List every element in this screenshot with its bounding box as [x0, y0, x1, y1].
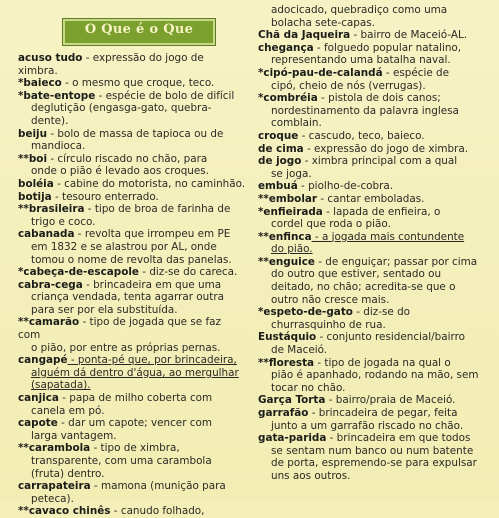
- glossary-entry: [18, 77, 246, 90]
- entry-term: *baieco: [18, 77, 62, 90]
- entry-definition: - cabine do motorista, no caminhão.: [53, 177, 246, 190]
- glossary-entry: [258, 432, 488, 482]
- entry-line: [18, 417, 246, 430]
- entry-line: [18, 153, 246, 166]
- entry-line: [18, 216, 246, 229]
- entry-line: [258, 382, 488, 395]
- entry-term: garrafão: [258, 407, 309, 419]
- entry-term: **enfinca: [258, 230, 312, 243]
- glossary-entry: [258, 357, 488, 395]
- entry-line: [18, 405, 246, 418]
- entry-definition: deglutição (engasga-gato, quebra-dente).: [31, 102, 212, 127]
- entry-term: **camarão: [18, 316, 80, 329]
- entry-line: [18, 77, 246, 90]
- entry-definition: em 1832 e se alastrou por AL, onde: [31, 240, 217, 253]
- entry-line: [18, 228, 246, 241]
- entry-definition: - mamona (munição para: [90, 480, 226, 493]
- entry-term: canjica: [18, 392, 59, 405]
- entry-definition: deitado, no chão; acredita-se que o: [271, 281, 456, 294]
- entry-term: **boi: [18, 152, 48, 165]
- entry-definition: - cascudo, teco, baieco.: [298, 129, 425, 142]
- entry-line: [258, 231, 488, 244]
- entry-definition: do pião.: [271, 243, 313, 256]
- glossary-entry: [18, 279, 246, 317]
- entry-line: [258, 105, 488, 118]
- entry-definition: - papa de milho coberta com: [58, 392, 213, 405]
- entry-line: [258, 29, 488, 42]
- glossary-entry: [18, 417, 246, 442]
- glossary-entry: [18, 178, 246, 191]
- entry-definition: - diz-se do: [352, 306, 411, 319]
- entry-term: chegança: [258, 41, 314, 54]
- entry-line: [18, 304, 246, 317]
- entry-definition: tomou o nome de revolta das panelas.: [31, 253, 232, 266]
- entry-line: [258, 256, 488, 269]
- entry-line: [258, 294, 488, 307]
- entry-term: *enfieirada: [258, 205, 323, 218]
- entry-term: capote: [18, 417, 58, 430]
- entry-line: [18, 379, 246, 392]
- entry-line: [258, 394, 488, 407]
- entry-term: *espeto-de-gato: [258, 306, 353, 319]
- entry-definition: tocar no chão.: [271, 381, 346, 394]
- glossary-entry: [18, 392, 246, 417]
- left-column: [18, 52, 246, 518]
- entry-definition: trigo e coco.: [31, 215, 96, 228]
- entry-line: [18, 316, 246, 341]
- entry-definition: se joga.: [271, 167, 312, 180]
- entry-definition: comblain.: [271, 117, 322, 130]
- entry-definition: - bairro/praia de Maceió.: [325, 394, 456, 407]
- glossary-entry: [18, 442, 246, 480]
- entry-term: cabanada: [18, 228, 75, 241]
- glossary-entry: [258, 4, 488, 29]
- entry-term: Chã da Jaqueira: [258, 29, 351, 42]
- entry-line: [258, 42, 488, 55]
- entry-term: de jogo: [258, 155, 302, 168]
- entry-definition: - diz-se do careca.: [138, 266, 238, 279]
- entry-definition: - espécie de: [382, 66, 450, 79]
- entry-definition: - piolho-de-cobra.: [297, 180, 394, 193]
- entry-definition: - conjunto residencial/bairro: [316, 331, 466, 344]
- entry-definition: - ximbra principal com a qual: [301, 155, 458, 168]
- entry-line: [258, 470, 488, 483]
- entry-line: [258, 319, 488, 332]
- entry-definition: - brincadeira de pegar, feita: [308, 407, 458, 419]
- entry-term: carrapateira: [18, 480, 91, 493]
- glossary-entry: [258, 180, 488, 193]
- entry-definition: (fruta) dentro.: [31, 467, 105, 480]
- entry-line: [18, 203, 246, 216]
- entry-line: [258, 344, 488, 357]
- entry-definition: cordel que roda o pião.: [271, 218, 391, 231]
- entry-definition: alguém dá dentro d'água, ao mergulhar: [31, 366, 239, 379]
- entry-definition: - espécie de bolo de difícil: [95, 89, 235, 102]
- entry-line: [18, 430, 246, 443]
- entry-definition: bolacha sete-capas.: [271, 16, 375, 29]
- entry-definition: de porta, espremendo-se para expulsar: [271, 457, 477, 470]
- entry-line: [258, 457, 488, 470]
- entry-line: [18, 178, 246, 191]
- glossary-entry: [258, 130, 488, 143]
- glossary-entry: [18, 480, 246, 505]
- entry-definition: se sentam num banco ou num batente: [271, 444, 474, 457]
- glossary-entry: [258, 407, 488, 432]
- entry-term: gata-parida: [258, 432, 327, 445]
- glossary-entry: [18, 354, 246, 392]
- entry-definition: - bolo de massa de tapioca ou de: [47, 127, 224, 140]
- entry-definition: - dar um capote; vencer com: [57, 417, 212, 430]
- entry-line: [18, 90, 246, 103]
- entry-line: [258, 281, 488, 294]
- entry-definition: de Maceió.: [271, 344, 328, 357]
- entry-term: acuso tudo: [18, 52, 83, 64]
- entry-definition: - o mesmo que croque, teco.: [61, 77, 215, 90]
- entry-line: [18, 455, 246, 468]
- entry-definition: churrasquinho de rua.: [271, 318, 386, 331]
- entry-line: [18, 480, 246, 493]
- entry-line: [18, 266, 246, 279]
- entry-line: [258, 17, 488, 30]
- entry-line: [18, 165, 246, 178]
- entry-term: Eustáquio: [258, 331, 317, 344]
- entry-definition: do outro que estiver, sentado ou: [271, 268, 442, 281]
- glossary-entry: [18, 316, 246, 354]
- glossary-entry: [18, 505, 246, 518]
- page-title: O Que é o Que: [84, 22, 194, 37]
- entry-term: **carambola: [18, 442, 91, 455]
- entry-definition: - lapada de enfieira, o: [322, 205, 441, 218]
- entry-line: [258, 54, 488, 67]
- entry-line: [258, 168, 488, 181]
- entry-term: boléia: [18, 177, 54, 190]
- glossary-entry: [18, 266, 246, 279]
- glossary-entry: [258, 29, 488, 42]
- glossary-entry: [258, 331, 488, 356]
- entry-line: [18, 291, 246, 304]
- glossary-entry: [258, 231, 488, 256]
- entry-term: cabra-cega: [18, 278, 83, 291]
- entry-definition: nordestinamento da palavra inglesa: [271, 104, 459, 117]
- glossary-entry: [18, 90, 246, 128]
- entry-term: **floresta: [258, 356, 315, 369]
- entry-definition: - folguedo popular natalino,: [313, 41, 462, 54]
- entry-line: [258, 92, 488, 105]
- entry-definition: junto a um garrafão riscado no chão.: [271, 419, 464, 432]
- entry-line: [258, 80, 488, 93]
- entry-definition: - canudo folhado,: [110, 505, 205, 518]
- entry-line: [18, 102, 246, 127]
- entry-line: [18, 128, 246, 141]
- entry-definition: para ser por ela substituída.: [31, 303, 178, 316]
- entry-term: de cima: [258, 142, 304, 155]
- entry-term: Garça Torta: [258, 394, 326, 407]
- entry-line: [258, 445, 488, 458]
- entry-line: [258, 206, 488, 219]
- entry-line: [258, 130, 488, 143]
- entry-line: [258, 407, 488, 420]
- glossary-entry: [258, 92, 488, 130]
- entry-term: *cabeça-de-escapole: [18, 266, 139, 279]
- entry-definition: larga vantagem.: [31, 429, 117, 442]
- glossary-entry: [258, 143, 488, 156]
- entry-definition: - revolta que irrompeu em PE: [74, 228, 231, 241]
- entry-term: botija: [18, 190, 52, 203]
- entry-term: **brasileira: [18, 203, 85, 216]
- glossary-entry: [18, 128, 246, 153]
- entry-term: *cipó-pau-de-calandá: [258, 66, 383, 79]
- entry-line: [18, 342, 246, 355]
- entry-definition: cipó, cheio de nós (verrugas).: [271, 79, 426, 92]
- entry-definition: - ponta-pé que, por brincadeira,: [67, 354, 237, 367]
- glossary-entry: [258, 155, 488, 180]
- right-column: [258, 4, 488, 483]
- entry-definition: - círculo riscado no chão, para: [47, 152, 208, 165]
- entry-line: [258, 243, 488, 256]
- entry-term: embuá: [258, 180, 298, 193]
- glossary-entry: [18, 153, 246, 178]
- entry-definition: adocicado, quebradiço como uma: [271, 4, 448, 16]
- entry-line: [258, 67, 488, 80]
- entry-line: [258, 331, 488, 344]
- entry-line: [258, 143, 488, 156]
- entry-definition: transparente, com uma carambola: [31, 455, 212, 467]
- glossary-entry: [258, 67, 488, 92]
- entry-term: **cavaco chinês: [18, 505, 111, 518]
- entry-line: [18, 254, 246, 267]
- entry-line: [258, 420, 488, 433]
- entry-definition: - cantar emboladas.: [317, 192, 425, 205]
- glossary-entry: [258, 394, 488, 407]
- entry-definition: - a jogada mais contundente: [311, 230, 465, 243]
- entry-definition: outro não cresce mais.: [271, 293, 390, 306]
- entry-line: [18, 140, 246, 153]
- entry-term: cangapé: [18, 354, 68, 367]
- entry-term: **embolar: [258, 192, 318, 205]
- entry-line: [18, 52, 246, 77]
- entry-term: beiju: [18, 127, 48, 140]
- entry-term: **enguice: [258, 255, 315, 268]
- entry-line: [258, 268, 488, 281]
- glossary-entry: [258, 306, 488, 331]
- entry-definition: onde o pião é levado aos croques.: [31, 165, 209, 178]
- glossary-entry: [258, 206, 488, 231]
- entry-definition: - tipo de ximbra,: [90, 442, 180, 455]
- entry-line: [258, 117, 488, 130]
- entry-line: [18, 442, 246, 455]
- entry-definition: representando uma batalha naval.: [271, 54, 451, 67]
- entry-line: [258, 432, 488, 445]
- entry-definition: - de enguiçar; passar por cima: [314, 255, 478, 268]
- entry-term: *bate-entope: [18, 89, 96, 102]
- entry-line: [258, 218, 488, 231]
- entry-line: [258, 180, 488, 193]
- title-box: [62, 18, 216, 46]
- entry-line: [258, 4, 488, 17]
- entry-line: [18, 505, 246, 518]
- entry-line: [258, 155, 488, 168]
- entry-definition: - tipo de broa de farinha de: [84, 203, 231, 216]
- glossary-entry: [258, 193, 488, 206]
- glossary-entry: [18, 191, 246, 204]
- entry-definition: canela em pó.: [31, 404, 105, 417]
- entry-definition: (sapatada).: [31, 379, 91, 392]
- entry-line: [258, 357, 488, 370]
- entry-definition: - bairro de Maceió-AL.: [350, 29, 468, 42]
- entry-definition: - tipo de jogada que se faz com: [18, 316, 221, 342]
- entry-definition: - pistola de dois canos;: [317, 92, 441, 105]
- glossary-entry: [18, 228, 246, 266]
- entry-line: [18, 367, 246, 380]
- entry-definition: mandioca.: [31, 140, 86, 153]
- entry-line: [18, 241, 246, 254]
- entry-line: [18, 191, 246, 204]
- entry-definition: - tesouro enterrado.: [51, 190, 159, 203]
- glossary-entry: [258, 256, 488, 306]
- entry-line: [18, 493, 246, 506]
- entry-definition: peteca).: [31, 492, 74, 505]
- entry-line: [258, 306, 488, 319]
- glossary-entry: [18, 203, 246, 228]
- entry-definition: pião é apanhado, rodando na mão, sem: [271, 369, 479, 382]
- entry-line: [18, 354, 246, 367]
- entry-line: [18, 392, 246, 405]
- entry-term: *combréia: [258, 92, 318, 105]
- entry-definition: o pião, por entre as próprias pernas.: [31, 341, 221, 354]
- entry-line: [258, 193, 488, 206]
- entry-definition: criança vendada, tenta agarrar outra: [31, 291, 224, 304]
- entry-definition: - brincadeira em que uma: [82, 278, 222, 291]
- entry-term: croque: [258, 129, 299, 142]
- entry-line: [18, 468, 246, 481]
- entry-definition: - expressão do jogo de ximbra.: [303, 142, 469, 155]
- glossary-entry: [18, 52, 246, 77]
- entry-definition: - tipo de jogada na qual o: [314, 356, 451, 369]
- entry-definition: uns aos outros.: [271, 469, 351, 482]
- entry-definition: - brincadeira em que todos: [326, 432, 471, 445]
- entry-definition: - expressão do jogo de ximbra.: [18, 52, 204, 77]
- entry-line: [258, 369, 488, 382]
- entry-line: [18, 279, 246, 292]
- glossary-entry: [258, 42, 488, 67]
